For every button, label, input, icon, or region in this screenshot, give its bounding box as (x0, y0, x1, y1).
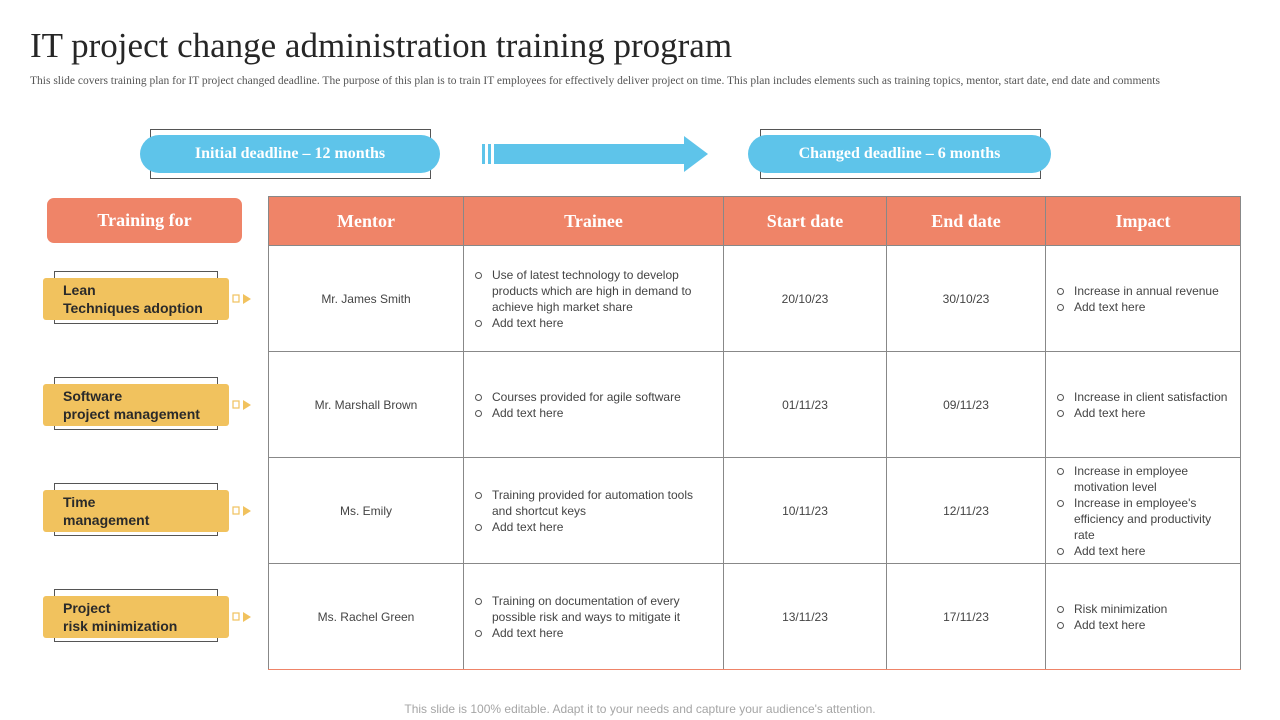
trainee-point: Add text here (474, 315, 715, 331)
impact-point: Add text here (1056, 543, 1232, 559)
trainee-point: Use of latest technology to develop products which are high in demand to achieve high market share (474, 267, 715, 315)
impact-cell (1046, 352, 1241, 458)
impact-cell (1046, 564, 1241, 670)
topic-label (43, 278, 229, 320)
connector-arrow-icon (229, 397, 255, 413)
topic-label-line1: Software (63, 388, 123, 404)
page-title: IT project change administration training program (30, 26, 733, 65)
impact-cell (1046, 458, 1241, 564)
mentor-cell: Ms. Rachel Green (269, 564, 464, 670)
impact-point: Add text here (1056, 405, 1232, 421)
impact-point: Risk minimization (1056, 601, 1232, 617)
column-header-start-date: Start date (724, 197, 887, 246)
topic-label-line1: Time (63, 494, 96, 510)
trainee-cell (464, 458, 724, 564)
topic-label-line2: management (63, 512, 150, 528)
table-row (269, 458, 1241, 564)
impact-point: Add text here (1056, 617, 1232, 633)
impact-point: Increase in employee motivation level (1056, 463, 1232, 495)
topic-item (43, 377, 258, 433)
impact-point: Increase in annual revenue (1056, 283, 1232, 299)
footer-note: This slide is 100% editable. Adapt it to your needs and capture your audience's attention. (404, 702, 876, 716)
trainee-point: Training on documentation of every possible risk and ways to mitigate it (474, 593, 715, 625)
topic-item (43, 589, 258, 645)
topic-label-line2: risk minimization (63, 618, 178, 634)
trainee-cell (464, 352, 724, 458)
topic-label-line1: Project (63, 600, 111, 616)
column-header-end-date: End date (887, 197, 1046, 246)
training-plan-table (268, 196, 1241, 670)
right-arrow-icon (482, 136, 712, 172)
mentor-cell: Mr. James Smith (269, 246, 464, 352)
end-date-cell: 12/11/23 (887, 458, 1046, 564)
column-header-mentor: Mentor (269, 197, 464, 246)
impact-point: Increase in employee's efficiency and productivity rate (1056, 495, 1232, 543)
mentor-cell: Mr. Marshall Brown (269, 352, 464, 458)
topic-label-line2: Techniques adoption (63, 300, 203, 316)
trainee-point: Courses provided for agile software (474, 389, 715, 405)
trainee-cell (464, 246, 724, 352)
impact-point: Add text here (1056, 299, 1232, 315)
trainee-point: Add text here (474, 405, 715, 421)
table-header-row (269, 197, 1241, 246)
column-header-impact: Impact (1046, 197, 1241, 246)
connector-arrow-icon (229, 291, 255, 307)
connector-arrow-icon (229, 609, 255, 625)
start-date-cell: 01/11/23 (724, 352, 887, 458)
topic-label (43, 384, 229, 426)
topic-item (43, 483, 258, 539)
topic-item (43, 271, 258, 327)
trainee-point: Training provided for automation tools and shortcut keys (474, 487, 715, 519)
end-date-cell: 17/11/23 (887, 564, 1046, 670)
table-row (269, 246, 1241, 352)
topic-label (43, 596, 229, 638)
table-row (269, 564, 1241, 670)
page-subtitle: This slide covers training plan for IT project changed deadline. The purpose of this plan is to train IT employees for effectively deliver project on time. This plan includes elements such as training topics, mentor, start date, end date and comments (30, 75, 1160, 87)
end-date-cell: 30/10/23 (887, 246, 1046, 352)
initial-deadline-pill: Initial deadline – 12 months (140, 135, 440, 173)
training-for-header: Training for (47, 198, 242, 243)
changed-deadline-pill: Changed deadline – 6 months (748, 135, 1051, 173)
trainee-point: Add text here (474, 625, 715, 641)
topic-label-line2: project management (63, 406, 200, 422)
connector-arrow-icon (229, 503, 255, 519)
trainee-cell (464, 564, 724, 670)
end-date-cell: 09/11/23 (887, 352, 1046, 458)
start-date-cell: 20/10/23 (724, 246, 887, 352)
topic-label (43, 490, 229, 532)
start-date-cell: 10/11/23 (724, 458, 887, 564)
table-row (269, 352, 1241, 458)
impact-cell (1046, 246, 1241, 352)
start-date-cell: 13/11/23 (724, 564, 887, 670)
trainee-point: Add text here (474, 519, 715, 535)
mentor-cell: Ms. Emily (269, 458, 464, 564)
topic-label-line1: Lean (63, 282, 96, 298)
column-header-trainee: Trainee (464, 197, 724, 246)
impact-point: Increase in client satisfaction (1056, 389, 1232, 405)
